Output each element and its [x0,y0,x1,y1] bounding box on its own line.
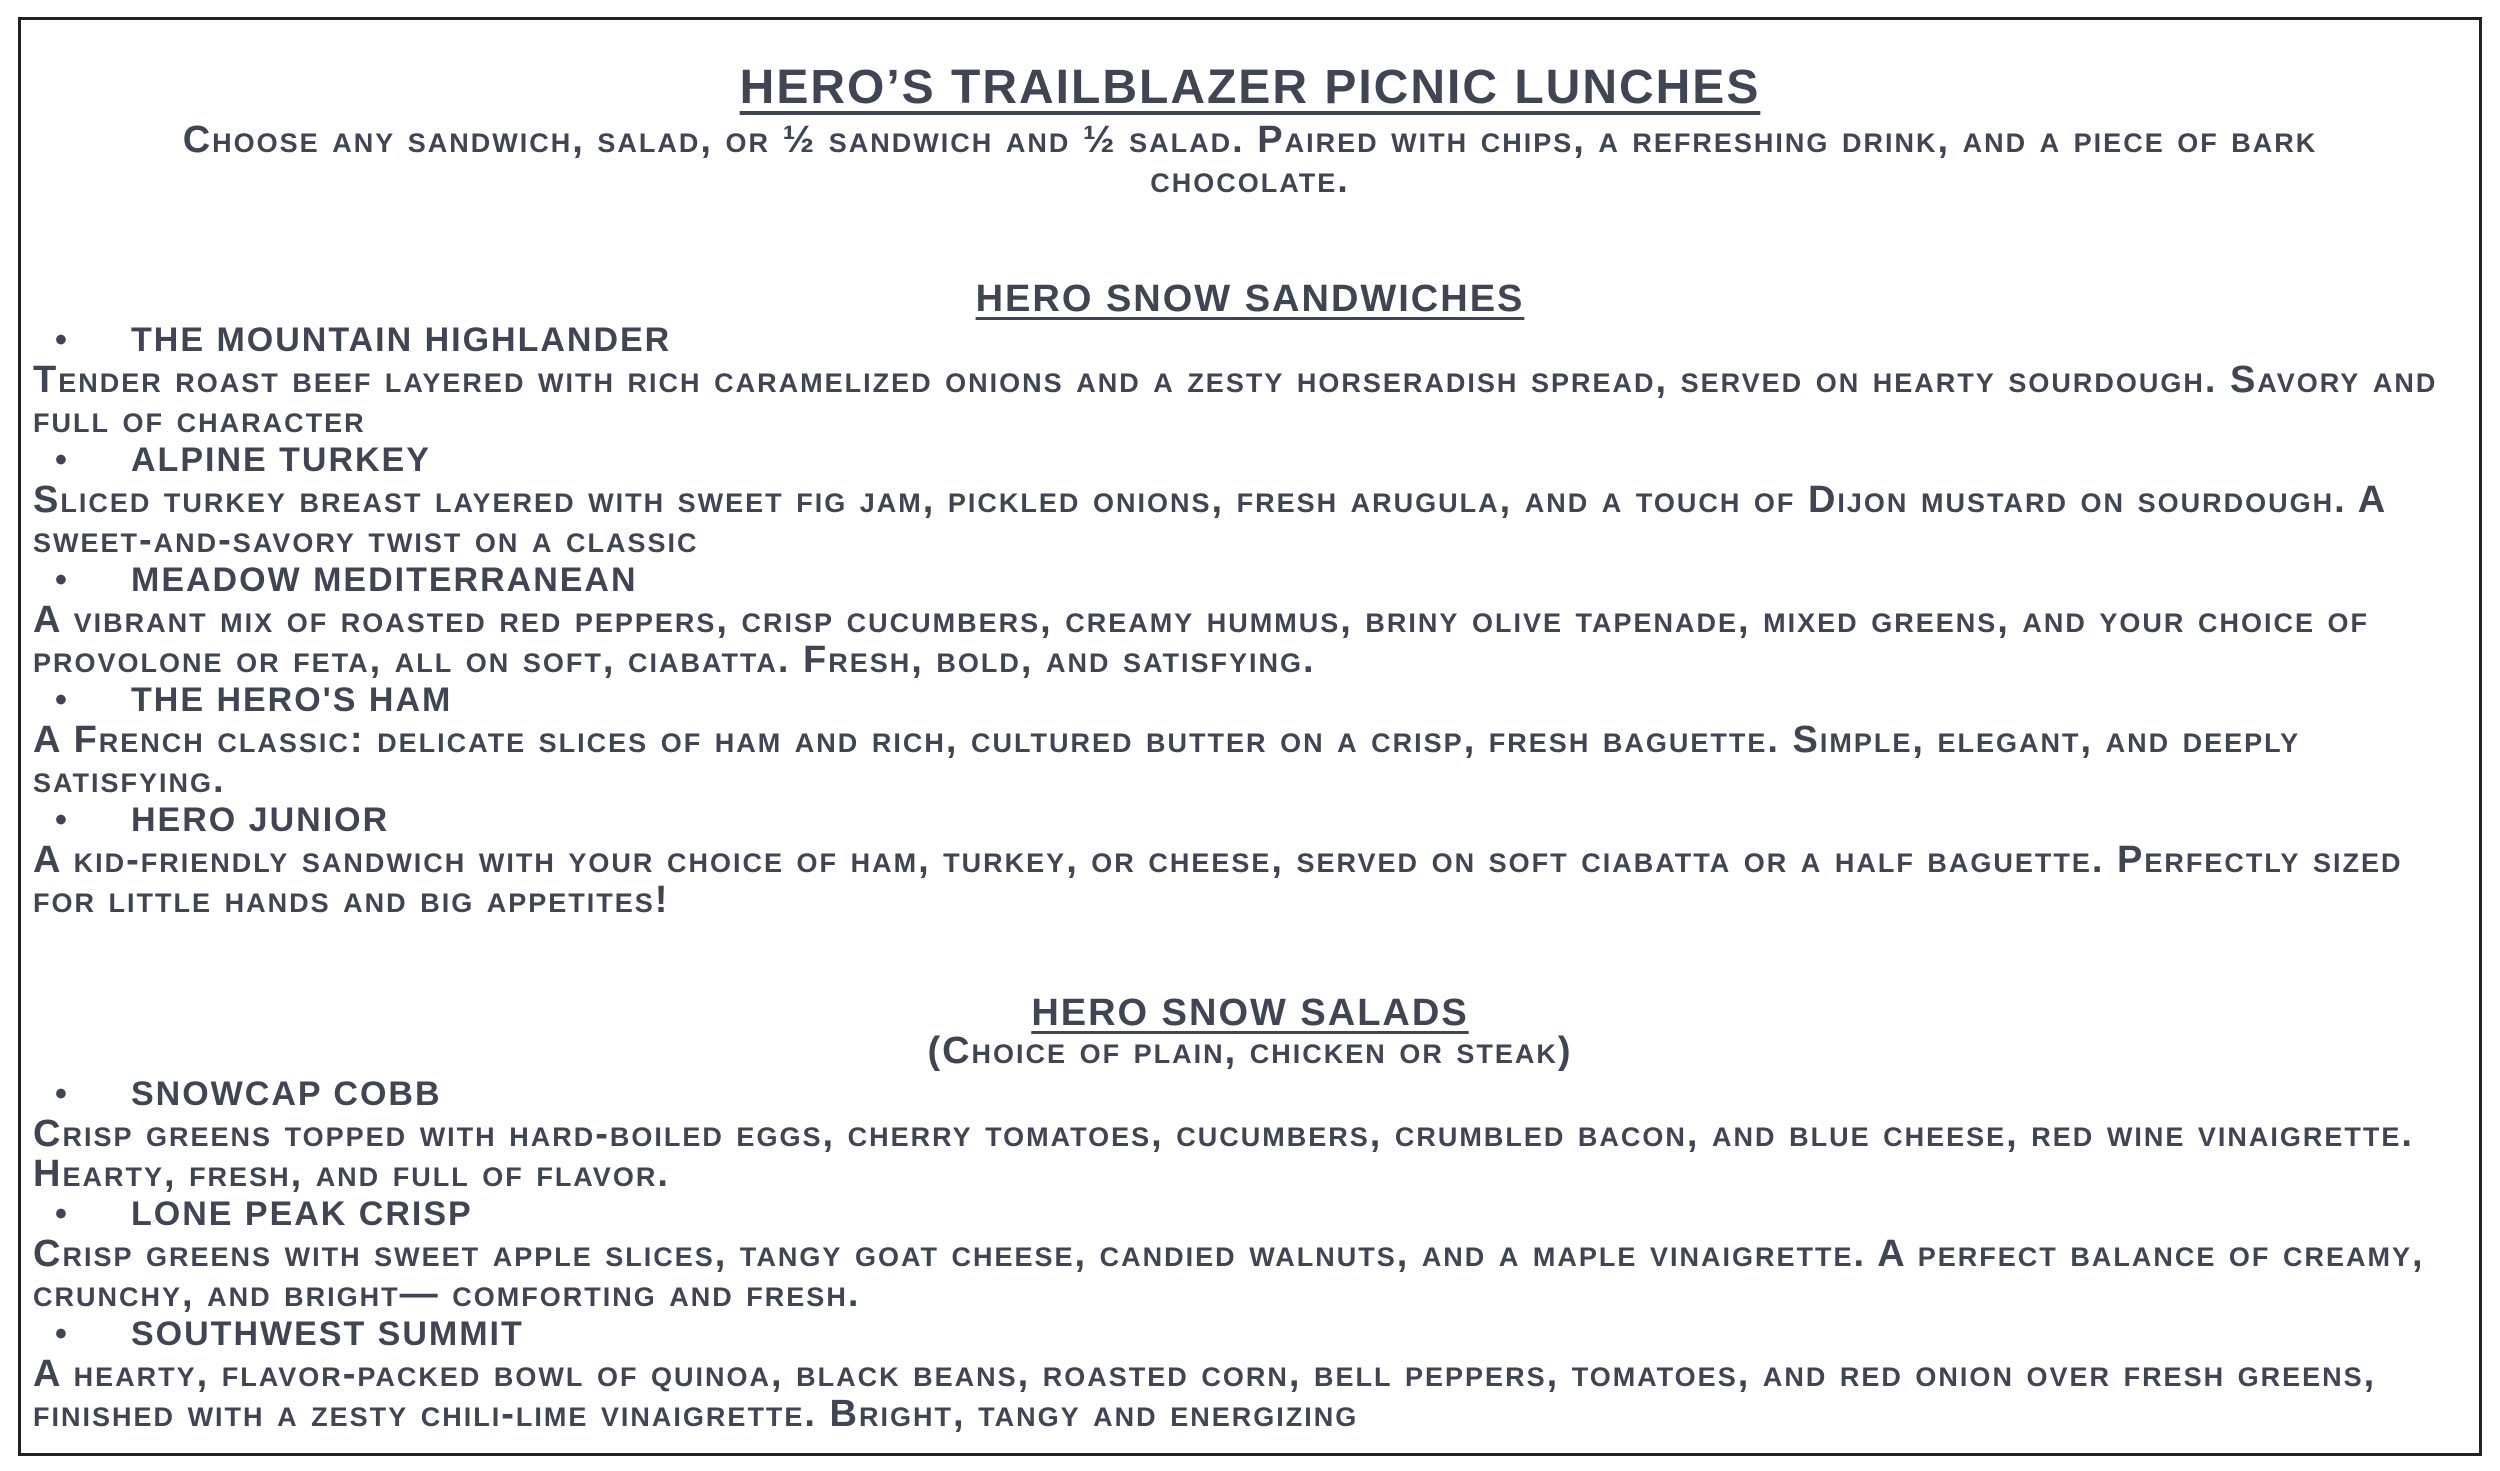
item-name: HERO JUNIOR [131,800,390,839]
menu-intro: Choose any sandwich, salad, or ½ sandwich and ½ salad. Paired with chips, a refreshing drink, and a piece of bark chocolate. [182,119,2318,201]
list-item [33,680,2469,800]
list-item [33,440,2469,560]
list-item [33,560,2469,680]
item-description: Sliced turkey breast layered with sweet fig jam, pickled onions, fresh arugula, and a touch of Dijon mustard on sourdough. A sweet-and-savory twist on a classic [33,479,2386,561]
item-description: A kid-friendly sandwich with your choice of ham, turkey, or cheese, served on soft ciabatta or a half baguette. Perfectly sized for little hands and big appetites! [33,839,2403,921]
item-name: MEADOW MEDITERRANEAN [131,560,638,599]
salads-heading: HERO SNOW SALADS [1031,992,1469,1034]
item-name: ALPINE TURKEY [131,440,431,479]
list-item [33,320,2469,440]
list-item [33,1194,2469,1314]
item-description: Crisp greens with sweet apple slices, tangy goat cheese, candied walnuts, and a maple vinaigrette. A perfect balance of creamy, crunchy, and bright— comforting and fresh. [33,1233,2425,1315]
item-name: SNOWCAP COBB [131,1074,442,1113]
item-name: THE HERO'S HAM [131,680,453,719]
item-name: LONE PEAK CRISP [131,1194,473,1233]
item-description: Tender roast beef layered with rich caramelized onions and a zesty horseradish spread, served on hearty sourdough. Savory and full of character [33,359,2438,441]
salad-list [33,1074,2469,1434]
list-item [33,1314,2469,1434]
item-description: A vibrant mix of roasted red peppers, crisp cucumbers, creamy hummus, briny olive tapenade, mixed greens, and your choice of provolone or feta, all on soft, ciabatta. Fresh, bold, and satisfying. [33,599,2370,681]
item-description: A hearty, flavor-packed bowl of quinoa, black beans, roasted corn, bell peppers, tomatoes, and red onion over fresh greens, finished with a zesty chili-lime vinaigrette. Bright, tangy and energizing [33,1353,2377,1435]
item-name: SOUTHWEST SUMMIT [131,1314,524,1353]
item-name: THE MOUNTAIN HIGHLANDER [131,320,672,359]
bullet-icon: • [55,1194,69,1233]
bullet-icon: • [55,1074,69,1113]
bullet-icon: • [55,320,69,359]
bullet-icon: • [55,800,69,839]
sandwich-list [33,320,2469,920]
salads-note: (Choice of plain, chicken or steak) [927,1030,1573,1072]
list-item [33,1074,2469,1194]
bullet-icon: • [55,440,69,479]
menu-title: HERO’S TRAILBLAZER PICNIC LUNCHES [739,61,1761,114]
item-description: A French classic: delicate slices of ham and rich, cultured butter on a crisp, fresh baguette. Simple, elegant, and deeply satisfying. [33,719,2301,801]
menu-card [18,17,2482,1456]
bullet-icon: • [55,560,69,599]
bullet-icon: • [55,1314,69,1353]
bullet-icon: • [55,680,69,719]
list-item [33,800,2469,920]
sandwiches-heading: HERO SNOW SANDWICHES [975,278,1525,320]
item-description: Crisp greens topped with hard-boiled eggs, cherry tomatoes, cucumbers, crumbled bacon, and blue cheese, red wine vinaigrette. Hearty, fresh, and full of flavor. [33,1113,2414,1195]
